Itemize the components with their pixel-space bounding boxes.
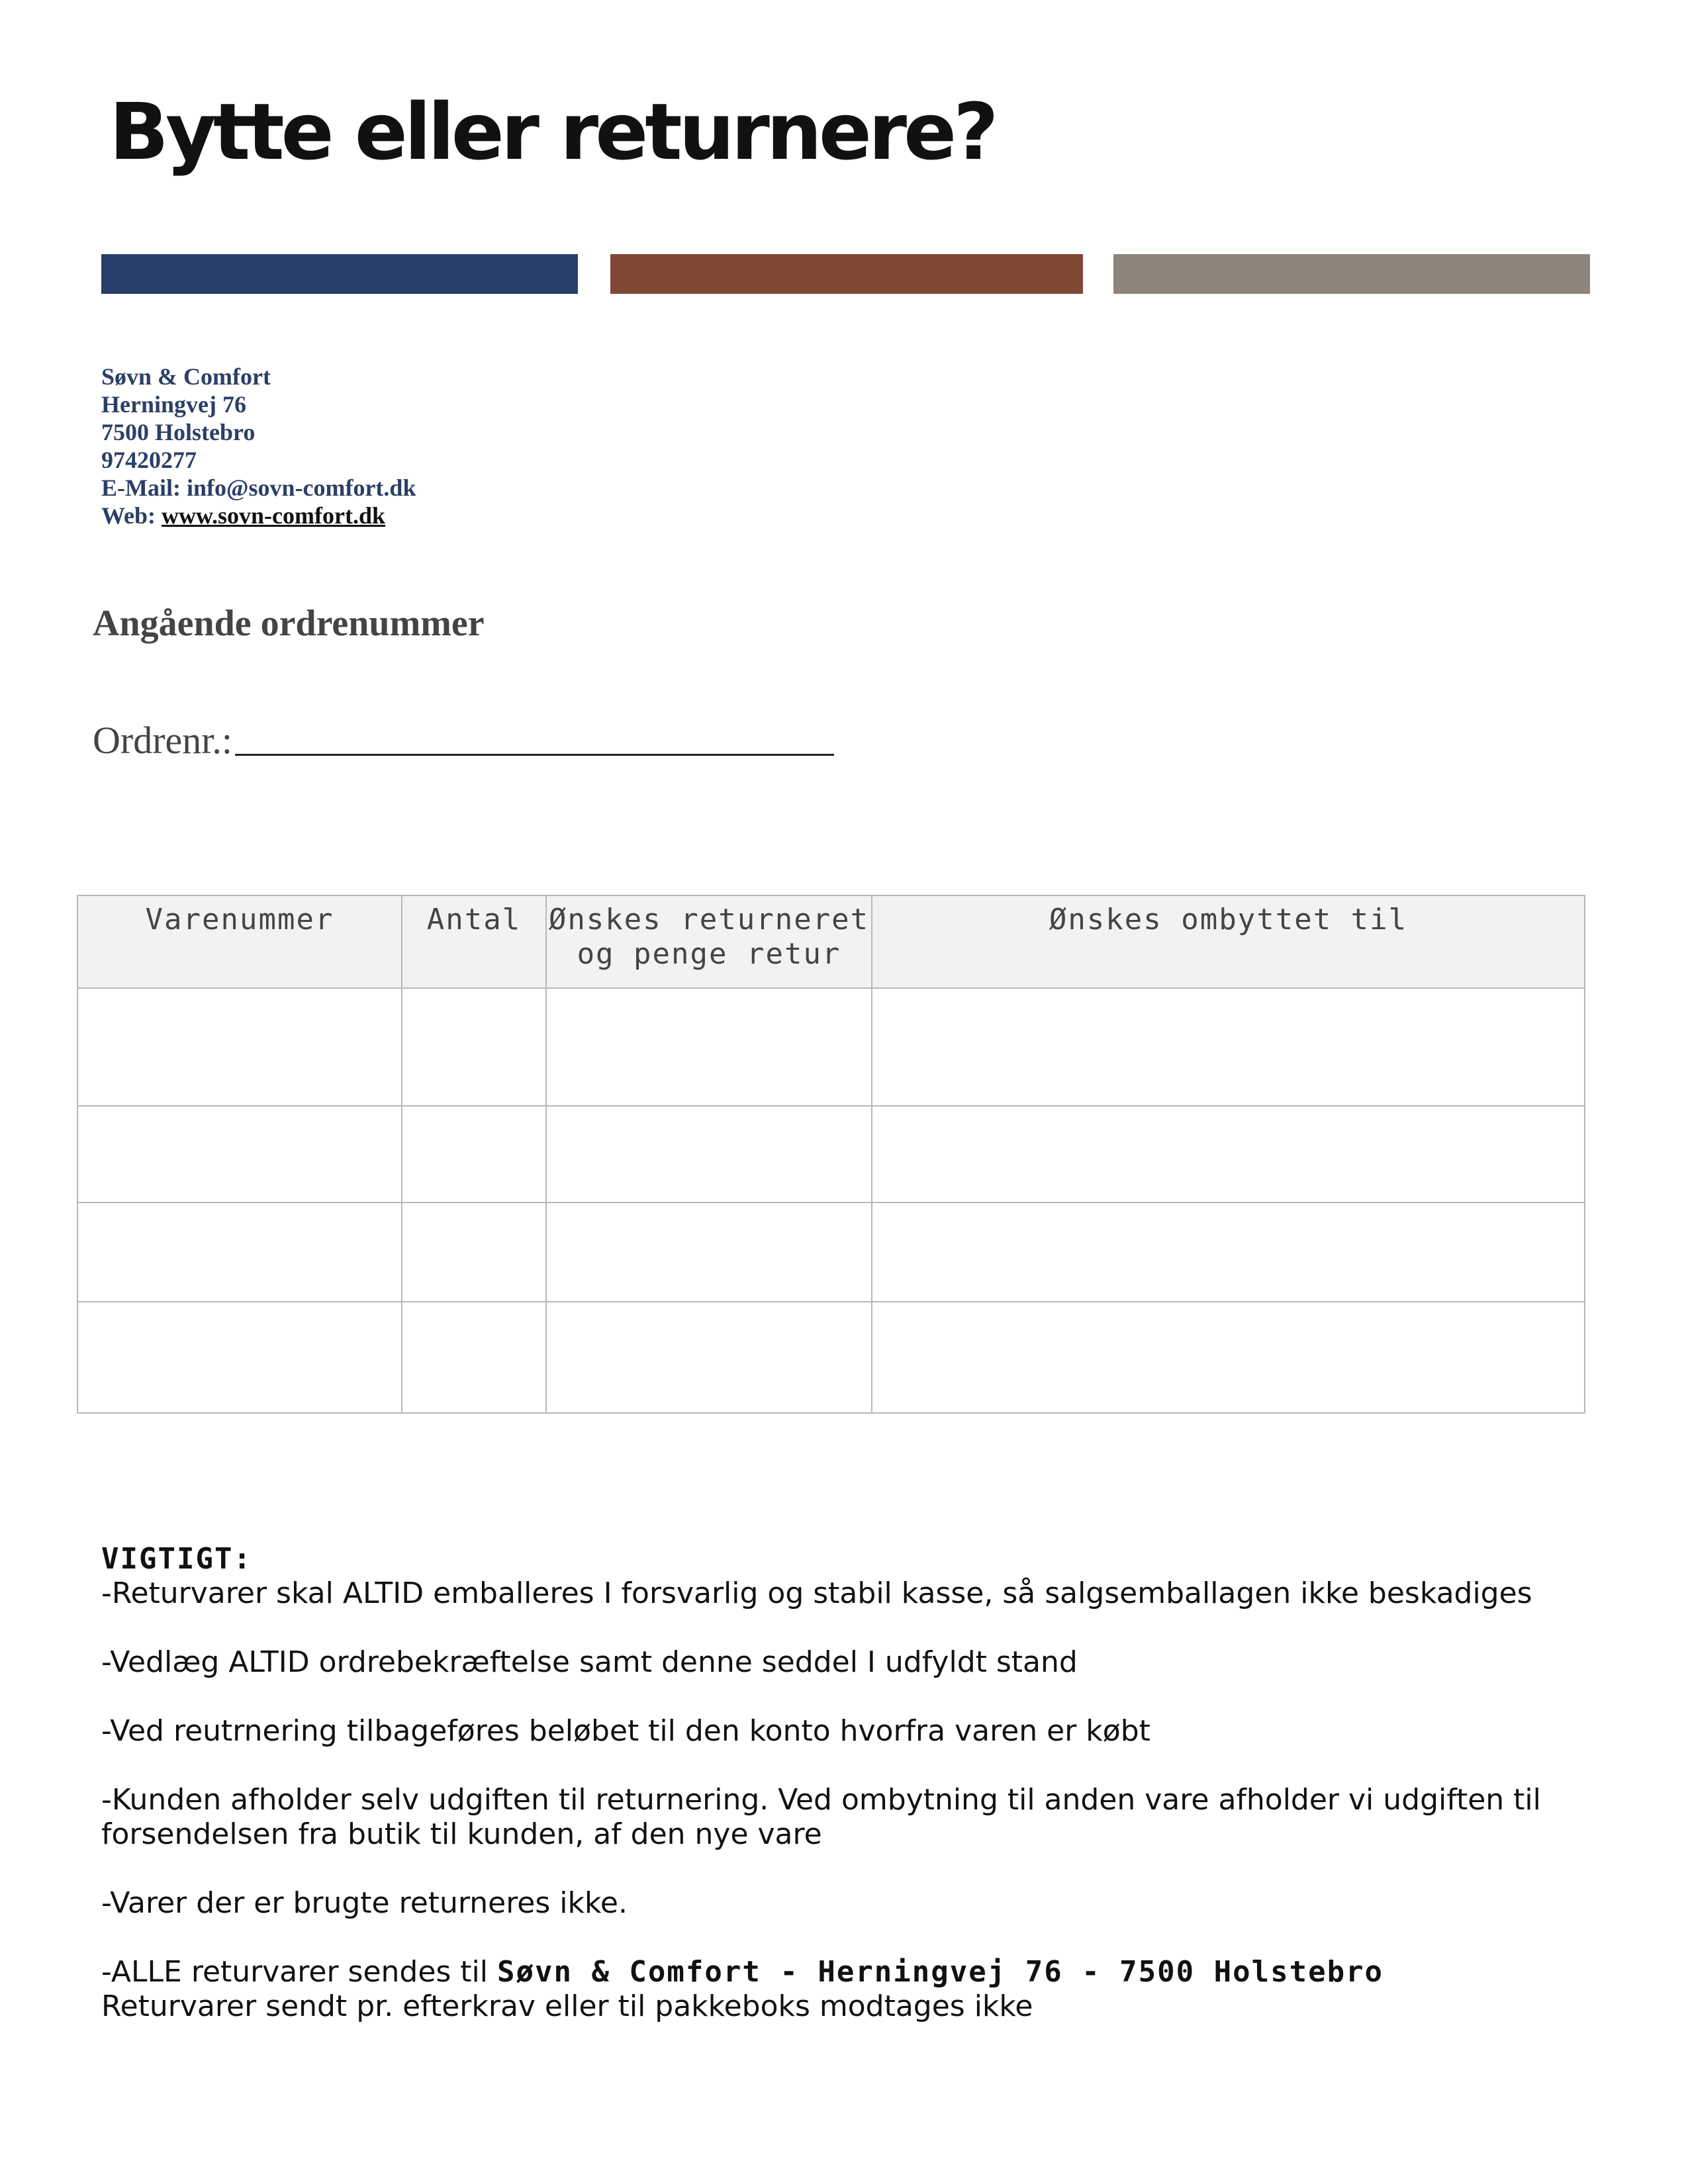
company-web-line <box>101 502 416 529</box>
cell-antal[interactable] <box>402 1106 546 1203</box>
table-row <box>77 988 1585 1106</box>
header-ombyttet: Ønskes ombyttet til <box>872 895 1585 988</box>
note-item: -Varer der er brugte returneres ikke. <box>101 1886 628 1920</box>
decorative-bar-red <box>610 254 1083 294</box>
cell-returneret[interactable] <box>546 1203 872 1302</box>
note-item: -Ved reutrnering tilbageføres beløbet til den konto hvorfra varen er købt <box>101 1714 1150 1748</box>
cell-antal[interactable] <box>402 1302 546 1413</box>
notes-heading: VIGTIGT: <box>101 1542 252 1576</box>
decorative-bar-blue <box>101 254 578 294</box>
important-notes <box>101 1542 1624 2024</box>
note-item: -Kunden afholder selv udgiften til returnering. Ved ombytning til anden vare afholder vi udgiften til forsendelsen fra butik til kunden, af den nye vare <box>101 1783 1541 1851</box>
note-item-final <box>101 1955 1624 1989</box>
company-web-link[interactable]: www.sovn-comfort.dk <box>162 502 386 529</box>
final-note-prefix: -ALLE returvarer sendes til <box>101 1955 497 1989</box>
order-number-line <box>93 718 834 762</box>
note-item: -Returvarer skal ALTID emballeres I forsvarlig og stabil kasse, så salgsemballagen ikke beskadiges <box>101 1576 1532 1610</box>
cell-antal[interactable] <box>402 988 546 1106</box>
order-number-label: Ordrenr.: <box>93 719 232 762</box>
cell-ombyttet[interactable] <box>872 988 1585 1106</box>
company-email[interactable]: info@sovn-comfort.dk <box>186 475 416 501</box>
return-address: Søvn & Comfort - Herningvej 76 - 7500 Holstebro <box>497 1955 1384 1989</box>
cell-ombyttet[interactable] <box>872 1106 1585 1203</box>
company-phone: 97420277 <box>101 447 197 473</box>
table-header-row <box>77 895 1585 988</box>
cell-ombyttet[interactable] <box>872 1203 1585 1302</box>
order-section-heading: Angående ordrenummer <box>93 603 485 644</box>
email-label: E-Mail: <box>101 475 181 501</box>
order-number-field[interactable] <box>235 725 834 756</box>
cell-varenummer[interactable] <box>77 988 402 1106</box>
company-street: Herningvej 76 <box>101 391 246 418</box>
company-name: Søvn & Comfort <box>101 363 271 390</box>
cell-varenummer[interactable] <box>77 1203 402 1302</box>
table-row <box>77 1203 1585 1302</box>
company-city: 7500 Holstebro <box>101 419 256 445</box>
table-row <box>77 1302 1585 1413</box>
cell-returneret[interactable] <box>546 1302 872 1413</box>
company-address-block <box>101 363 416 529</box>
company-email-line <box>101 474 416 502</box>
cell-varenummer[interactable] <box>77 1302 402 1413</box>
page-title: Bytte eller returnere? <box>109 86 996 177</box>
header-varenummer: Varenummer <box>77 895 402 988</box>
table-row <box>77 1106 1585 1203</box>
cell-returneret[interactable] <box>546 988 872 1106</box>
note-item: -Vedlæg ALTID ordrebekræftelse samt denne seddel I udfyldt stand <box>101 1645 1078 1679</box>
header-returneret: Ønskes returneret og penge retur <box>546 895 872 988</box>
note-item-final-remark: Returvarer sendt pr. efterkrav eller til pakkeboks modtages ikke <box>101 1989 1033 2023</box>
decorative-bar-gray <box>1113 254 1590 294</box>
cell-antal[interactable] <box>402 1203 546 1302</box>
cell-returneret[interactable] <box>546 1106 872 1203</box>
cell-ombyttet[interactable] <box>872 1302 1585 1413</box>
cell-varenummer[interactable] <box>77 1106 402 1203</box>
web-label: Web: <box>101 502 156 529</box>
return-items-table <box>77 895 1585 1414</box>
header-antal: Antal <box>402 895 546 988</box>
